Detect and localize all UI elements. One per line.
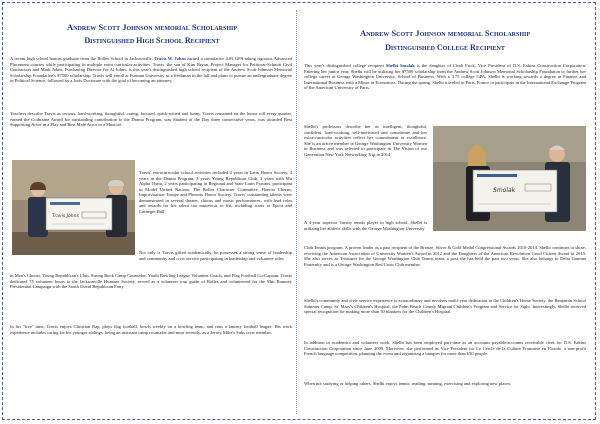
left-title-line2: Distinguished High School Recipient — [84, 36, 220, 45]
right-title-line1: Andrew Scott Johnson memorial Scholarship — [359, 28, 530, 38]
left-recipient-name: Travis W. Johns — [154, 56, 186, 61]
left-paragraph-3: Travis' extracurricular school activities included 4 years in Latin Honor Society, 4 years in the Drama Program, 3 years Young Republican Club, 3 years with Mu Alpha Theta, 2 years participating in Regional and State Latin Forums, participant in Model United Nations, The Bolles Character Committee, Honors Chorus, Improvisation Troupe and Phoenix Honor Society. Travis' outstanding talents were demonstrated in several theater, chorus and music performances, with lead roles and awards for his talent too numerous to list, including starts at Epcot and Carnegie Hall. — [139, 170, 292, 214]
left-check-payee: Travis Johns — [52, 214, 79, 219]
right-para1-text: This year's distinguished college recipient — [304, 63, 386, 68]
left-title-line1: Andrew Scott Johnson memorial Scholarship — [66, 22, 237, 32]
right-paragraph-5: In addition to academics and volunteer work, Shelbi has been employed part-time as an accounts payable/accounts receivable clerk for D.S. Eakins Construction Corporation since June 2009. Moreover, she performed as Vice President for Le Cercle de la Culture Francaise en Floride, a non-profit French language competition, planning the event and organizing a banquet for more than 650 people. — [304, 340, 586, 357]
column-divider — [296, 10, 297, 414]
right-recipient-photo — [433, 126, 586, 231]
right-paragraph-6: When not studying or helping others, Shelbi enjoys tennis, reading, running, exercising and exploring new places. — [304, 381, 512, 386]
left-paragraph-4a: Not only is Travis gifted academically, he possesses a strong sense of leadership and community and civic service participating in leadership and volunteer roles — [139, 250, 292, 261]
right-paragraph-3a: A 4-year superior Varsity tennis player in high school, Shelbi is utilizing her athletic skills with the George Washington University — [304, 220, 427, 231]
right-recipient-name: Shelbi Smolak — [385, 63, 415, 68]
left-para1-text: A recent high school honors graduate from the Bolles School in Jacksonville, — [10, 56, 155, 61]
right-paragraph-2: Shelbi's professors describe her as intelligent, thoughtful, confident, hard-working, self-motivated and considerate and her extra-curricular activities reflect her commitment to excellence. She is an active member in George Washington University Women in Business and was selected to participate in The Vision of our Generation New York Networking Trip in 2014. — [304, 124, 427, 157]
left-paragraph-4b: in Men's Chorus, Young Republican's Club, Strong Rock Camp Counselor, Youth Bowling League Volunteer Coach, and Flag Football Co-Captain. Travis dedicated 75 volunteer hours to the Jacksonville Humane Society, served as a volunteer tour guide of Bolles and volunteered for the Mitt Romney Presidential Campaign with the South Duval Republican Party. — [10, 273, 292, 290]
left-paragraph-5: In his "free" time, Travis enjoys Christian Rap, plays flag football, bowls weekly on a bowling team, and runs a fantasy football league. His work experience includes caring for his younger siblings, being an assistant camp counselor and most recently, as a Jersey Mike's Subs crew member. — [10, 324, 292, 335]
right-check-payee: Smolak — [493, 187, 516, 194]
right-paragraph-1 — [304, 63, 586, 123]
right-paragraph-3b: Club Tennis program. A proven leader as a past recipient of the Bronze, Silver & Gold Medal Congressional Awards 2010-2014, Shelbi continues to shine, receiving the American Association of University Women's Award in 2012 and the Daughters of the American Revolution Good Citizen Award in 2013. She also serves as Treasurer for the George Washington Club Tennis team, a post she has held the past two years. She also belongs to Delta Gamma Fraternity and is a George Washington Red Cross Club member. — [304, 245, 586, 267]
left-recipient-photo — [12, 160, 135, 255]
right-paragraph-4: Shelbi's community and civic service experience is extraordinary and involves multi-year dedication to the Children's Home Society, the Benjamin School Summer Camp, St. Mary's Children's Hospital, the Palm Beach County Migrant Children's Program and Service for Sight. Interestingly, Shelbi received special recognition for making more than 50 blankets for the Children's Hospital. — [304, 298, 586, 315]
left-paragraph-2: Teachers describe Travis as serious, hard-working, thoughtful, caring, focused, quick-witted and funny. Travis remained on the honor roll every quarter, earned the Cothraine Award for outstanding contribution to the Drama Program, was Student of the Day three consecutive years, was awarded Best Supporting Actor in a Play and Best Male Actor in a Musical. — [10, 111, 292, 128]
left-para1-text-cont: earned a cumulative 4.05 GPA taking rigorous Advanced Placement courses while participating in multiple extra curricular activities. Travis, the son of Kim Bryan, Project Manager for Petticoat-Schmitt Civil Contractors and Mark Johns, Purchasing Director for Al Johns, is this year's distinguished high school recipient of the Andrew Scott Johnson Memorial Scholarship Foundation's $7500 scholarship. Travis will enroll at Furman University as a freshman in the fall and plans to pursue an undergraduate degree in Political Science, followed by a Juris Doctorate with the goal of becoming an attorney. — [10, 56, 292, 84]
left-paragraph-1 — [10, 56, 292, 112]
right-para1-text-cont: is the daughter of Cindi Frick, Vice President of D.S. Eakins Construction Corporation. Entering her junior year, Shelbi will be utilizing her $7500 scholarship from the Andrew Scott Johnson Memorial Scholarship Foundation to further her college career at George Washington University, School of Business. With a 3.75 college GPA, Shelbi is working towards a degree in Finance and International Business with a Minor in Economics. During the spring, Shelbi traveled to Paris, France to participate in the International Exchange Program of the American University of Paris. — [304, 63, 586, 91]
right-title-line2: Distinguished College Recipient — [385, 43, 505, 52]
